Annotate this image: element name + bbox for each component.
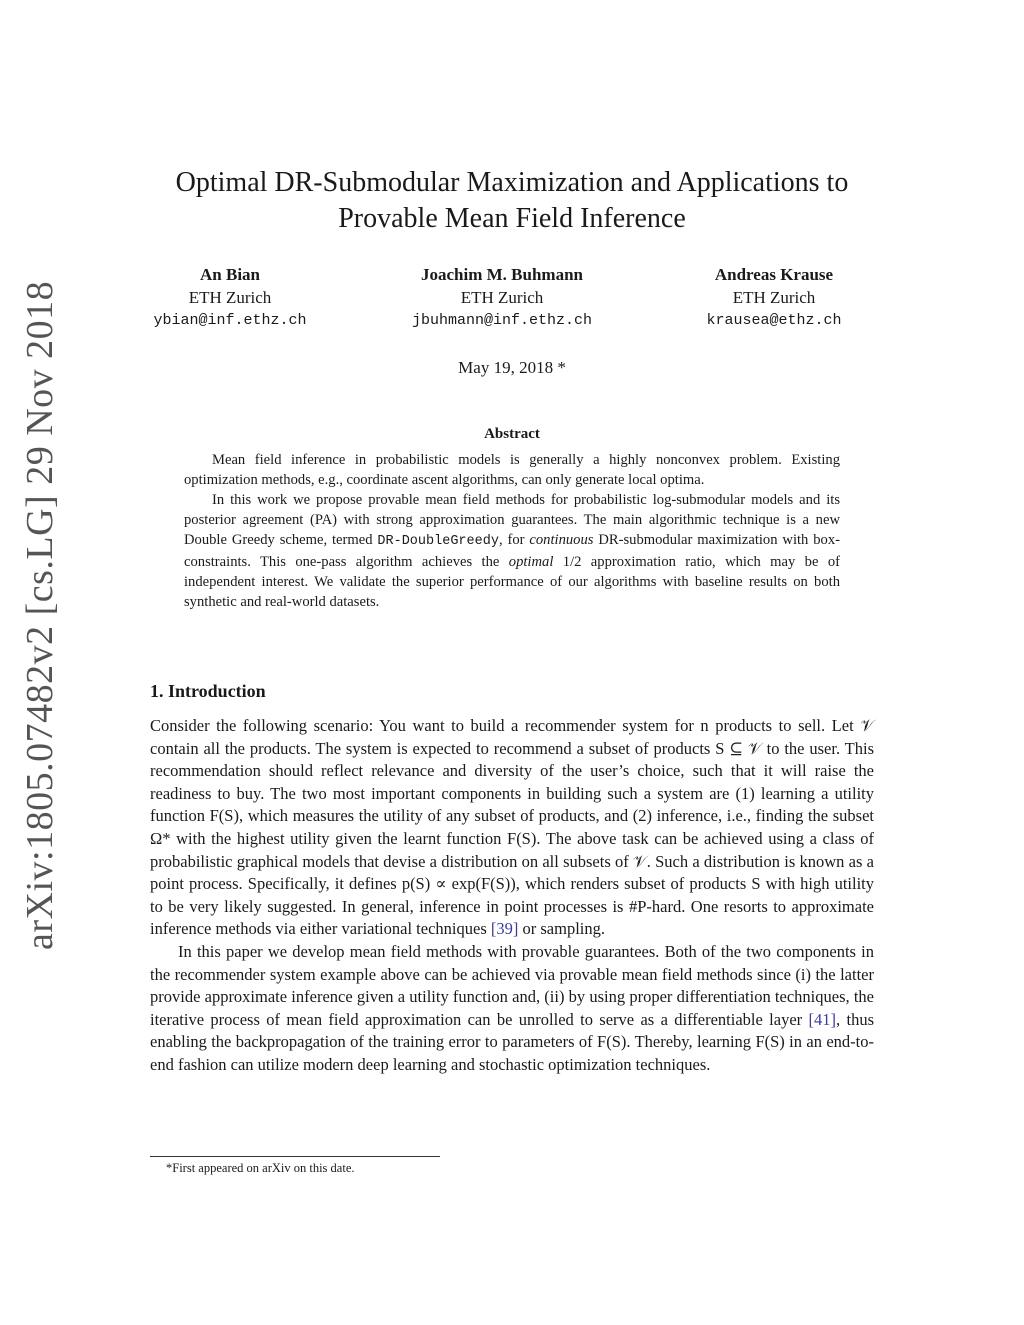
publication-date: May 19, 2018 * xyxy=(458,358,566,377)
abstract-heading: Abstract xyxy=(484,426,540,442)
author-block xyxy=(110,263,350,333)
body-text: In this paper we develop mean field methods with provable guarantees. Both of the two components in the recommender system example above can be achieved via provable mean field methods since (i) the latter provide approximate inference given a utility function and, (ii) by using proper differentiation techniques, the iterative process of mean field approximation can be unrolled to serve as a differentiable layer xyxy=(150,941,874,1029)
abstract-paragraph xyxy=(184,490,840,612)
abstract-emphasis: continuous xyxy=(529,532,594,548)
author-email: krausea@ethz.ch xyxy=(706,312,842,329)
section-heading-introduction: 1. Introduction xyxy=(150,681,266,701)
author-block xyxy=(654,263,894,333)
author-name: An Bian xyxy=(200,265,260,284)
abstract-emphasis: optimal xyxy=(508,554,554,570)
author-affiliation: ETH Zurich xyxy=(188,288,272,307)
body-paragraph xyxy=(150,715,874,941)
author-email: ybian@inf.ethz.ch xyxy=(153,312,307,329)
abstract-paragraph: Mean field inference in probabilistic models is generally a highly nonconvex problem. Existing optimization methods, e.g., coordinate ascent algorithms, can only generate local optima. xyxy=(184,452,840,488)
author-list xyxy=(150,263,874,333)
paper-title: Optimal DR-Submodular Maximization and Applications to Provable Mean Field Inference xyxy=(175,167,849,234)
abstract-text: In this work we propose provable mean field methods for probabilistic log-submodular models and its posterior agreement (PA) with strong approximation guarantees. The main algorithmic technique is a new Double Greedy scheme, termed xyxy=(184,492,840,548)
footnote-divider xyxy=(150,1156,440,1157)
author-block xyxy=(372,263,632,333)
abstract-body xyxy=(184,450,840,612)
body-paragraph xyxy=(150,941,874,1077)
citation-link[interactable]: [41] xyxy=(808,1009,836,1029)
introduction-body xyxy=(150,715,874,1077)
author-email: jbuhmann@inf.ethz.ch xyxy=(411,312,593,329)
arxiv-identifier-stamp: arXiv:1805.07482v2 [cs.LG] 29 Nov 2018 xyxy=(19,280,61,950)
citation-link[interactable]: [39] xyxy=(490,919,519,939)
footnote: *First appeared on arXiv on this date. xyxy=(166,1161,355,1175)
author-name: Joachim M. Buhmann xyxy=(421,265,583,284)
abstract-text: DR-submodular maximization with box-constraints. This one-pass algorithm achieves the xyxy=(184,532,840,570)
abstract-text: 1/2 approximation ratio, which may be of independent interest. We validate the superior performance of our algorithms with baseline results on both synthetic and real-world datasets. xyxy=(184,554,840,610)
body-text: , thus enabling the backpropagation of the training error to parameters of F(S). Thereby, learning F(S) in an end-to-end fashion can utilize modern deep learning and stochastic optimization techniques. xyxy=(150,1009,874,1074)
abstract-text: , for xyxy=(498,532,530,548)
author-affiliation: ETH Zurich xyxy=(732,288,816,307)
algorithm-name: DR-DoubleGreedy xyxy=(377,534,499,549)
author-affiliation: ETH Zurich xyxy=(460,288,544,307)
body-text: Consider the following scenario: You want to build a recommender system for n products to sell. Let 𝒱 contain all the products. The system is expected to recommend a subset of products S ⊆ 𝒱 to the user. This recommendation should reflect relevance and diversity of the user’s choice, such that it will raise the readiness to buy. The two most important components in building such a system are (1) learning a utility function F(S), which measures the utility of any subset of products, and (2) inference, i.e., finding the subset Ω* with the highest utility given the learnt function F(S). The above task can be achieved using a class of probabilistic graphical models that devise a distribution on all subsets of 𝒱. Such a distribution is known as a point process. Specifically, it defines p(S) ∝ exp(F(S)), which renders subset of products S with high utility to be very likely suggested. In general, inference in point processes is #P-hard. One resorts to approximate inference methods via either variational techniques xyxy=(150,716,874,939)
body-text: or sampling. xyxy=(518,919,605,939)
author-name: Andreas Krause xyxy=(714,265,834,284)
